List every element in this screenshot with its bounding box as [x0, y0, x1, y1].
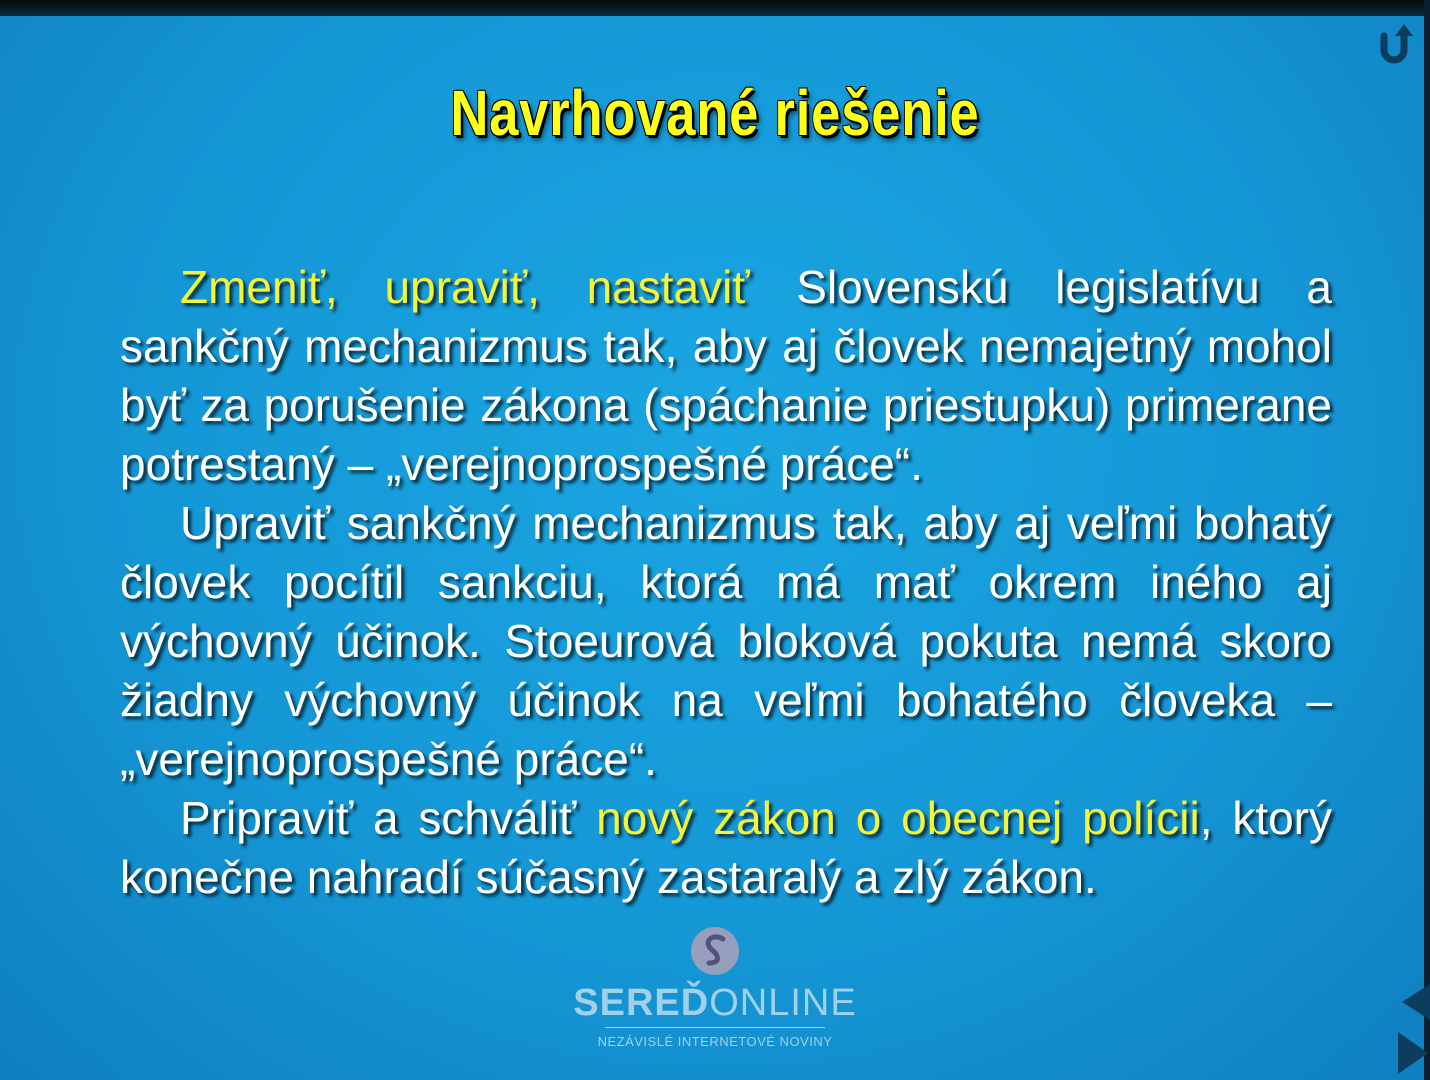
paragraph-3-pre: Pripraviť a schváliť [180, 792, 597, 844]
slide-body [120, 258, 1332, 907]
screen-right-frame [1424, 0, 1430, 1080]
logo-name-bold: SEREĎ [573, 982, 710, 1024]
paragraph-2-text: Upraviť sankčný mechanizmus tak, aby aj veľmi bohatý človek pocítil sankciu, ktorá má mať okrem iného aj výchovný účinok. Stoeurová bloková pokuta nemá skoro žiadny výchovný účinok na veľmi bohatého človeka – „verejnoprospešné práce“. [120, 497, 1332, 785]
slide-title: Navrhované riešenie [450, 77, 980, 149]
highlight-new-law: nový zákon o obecnej polícii [596, 792, 1200, 844]
triangle-right-icon[interactable] [1398, 1030, 1430, 1076]
highlight-nastavit: nastaviť [586, 261, 750, 313]
logo-name-light: ONLINE [709, 982, 857, 1024]
sered-online-watermark [560, 925, 870, 1055]
logo-tagline: NEZÁVISLÉ INTERNETOVÉ NOVINY [597, 1034, 833, 1049]
return-arrow-icon[interactable] [1376, 22, 1420, 66]
highlight-upravit: upraviť, [384, 261, 540, 313]
paragraph-1 [120, 258, 1332, 494]
triangle-left-icon[interactable] [1398, 982, 1430, 1022]
highlight-zmenit: Zmeniť, [180, 261, 338, 313]
paragraph-1-text: Slovenskú legislatívu a sankčný mechanizmus tak, aby aj človek nemajetný mohol byť za porušenie zákona (spáchanie priestupku) primerane potrestaný – „verejnoprospešné práce“. [120, 261, 1333, 490]
paragraph-3-post: , ktorý konečne nahradí súčasný zastaralý a zlý zákon. [120, 792, 1332, 903]
logo-name [560, 981, 870, 1025]
sered-logo-icon [689, 925, 741, 977]
paragraph-2 [120, 494, 1332, 789]
screen-top-frame [0, 0, 1430, 16]
logo-divider [605, 1027, 825, 1028]
paragraph-3 [120, 789, 1332, 907]
